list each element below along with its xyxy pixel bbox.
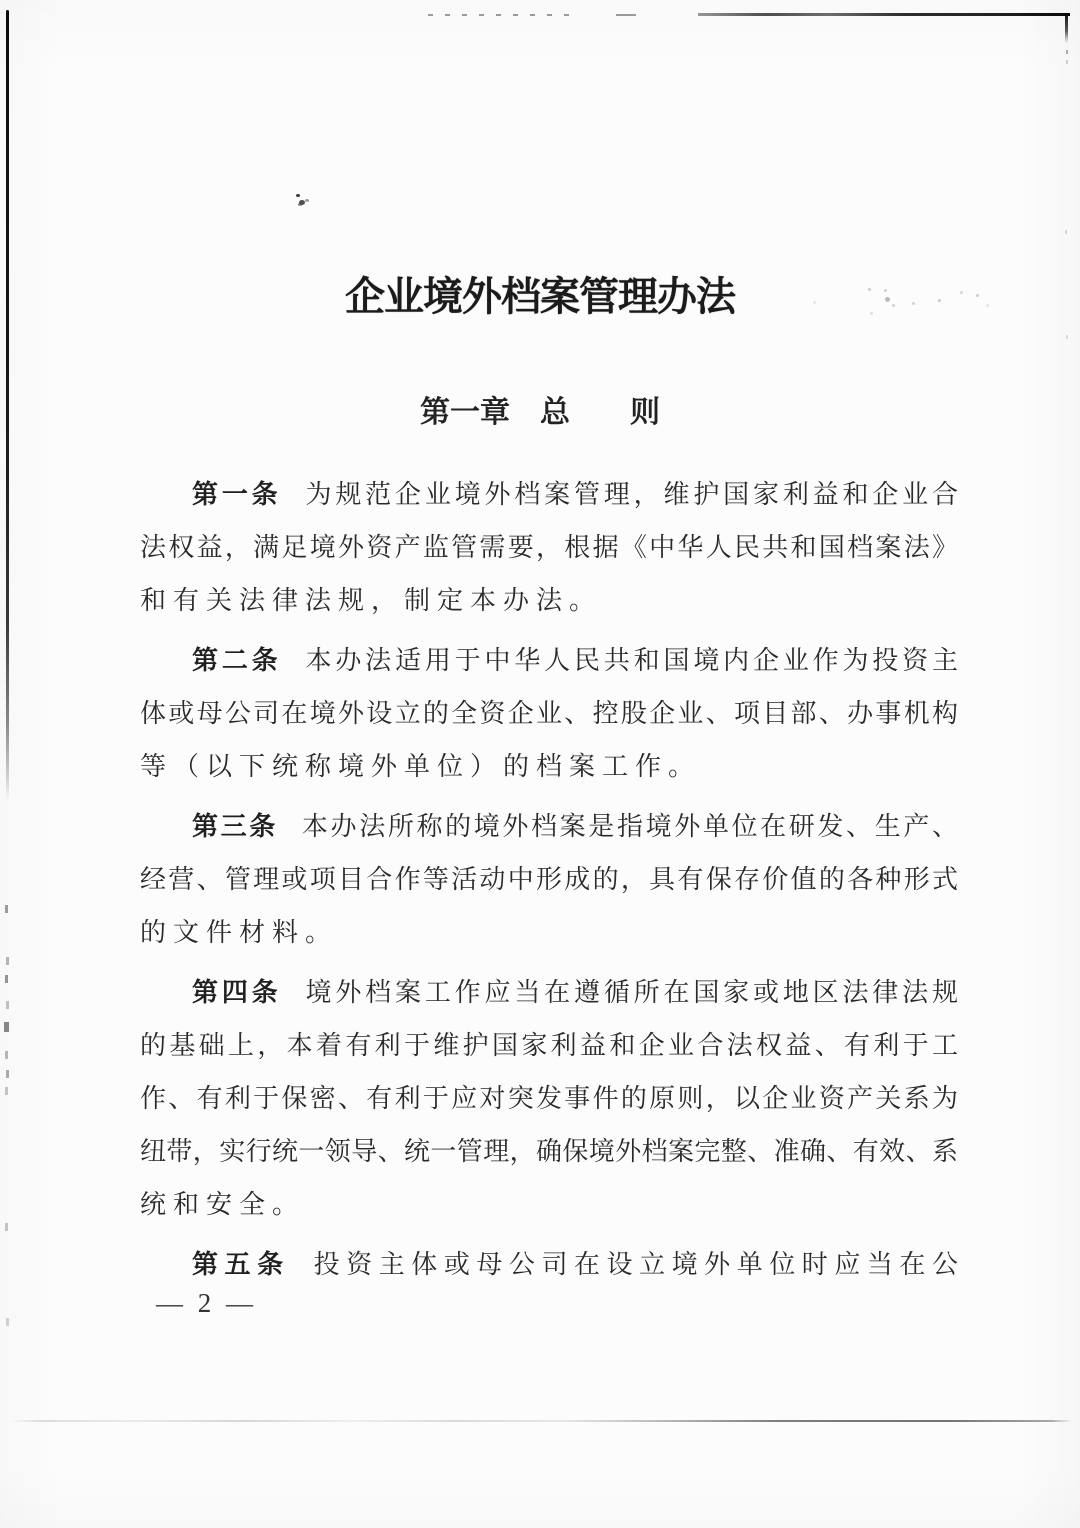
article-text: 为规范企业境外档案管理，维护国家利益和企业合 <box>305 480 958 509</box>
article-line: 纽带，实行统一领导、统一管理，确保境外档案完整、准确、有效、系 <box>140 1137 958 1166</box>
scan-artifact-top-edge-line <box>698 13 1070 16</box>
article-text: 境外档案工作应当在遵循所在国家或地区法律法规 <box>305 978 958 1007</box>
article-line: 的文件材料。 <box>140 918 339 947</box>
article-line <box>140 966 958 1019</box>
article-line <box>140 1238 958 1291</box>
article-number-label: 第五条 <box>192 1250 290 1279</box>
document-body <box>140 468 958 1298</box>
article-number-label: 第一条 <box>192 480 282 509</box>
article-line: 统和安全。 <box>140 1190 306 1219</box>
scan-artifact-corner-tick <box>1065 13 1068 43</box>
article-text: 本办法所称的境外档案是指境外单位在研发、生产、 <box>301 812 958 841</box>
scan-artifact-top-edge-dash <box>616 14 636 16</box>
article-line: 和有关法律法规，制定本办法。 <box>140 586 603 615</box>
article-number-label: 第三条 <box>192 812 278 841</box>
article-paragraph <box>140 966 958 1231</box>
article-text: 投资主体或母公司在设立境外单位时应当在公 <box>313 1250 958 1279</box>
scan-artifact-left-edge-specks <box>5 905 8 913</box>
article-line: 的基础上，本着有利于维护国家利益和企业合法权益、有利于工 <box>140 1031 958 1060</box>
article-line: 经营、管理或项目合作等活动中形成的，具有保存价值的各种形式 <box>140 865 958 894</box>
article-text: 本办法适用于中华人民共和国境内企业作为投资主 <box>305 646 958 675</box>
scan-artifact-bottom-line <box>10 1420 1072 1422</box>
article-number-label: 第四条 <box>192 978 282 1007</box>
scan-artifact-top-edge-dashes <box>428 14 578 16</box>
article-line: 法权益，满足境外资产监管需要，根据《中华人民共和国档案法》 <box>140 533 958 562</box>
chapter-heading: 第一章 总 则 <box>420 396 660 429</box>
article-number-label: 第二条 <box>192 646 282 675</box>
article-line: 作、有利于保密、有利于应对突发事件的原则，以企业资产关系为 <box>140 1084 958 1113</box>
page-number: — 2 — <box>156 1288 257 1318</box>
article-line <box>140 800 958 853</box>
article-line <box>140 634 958 687</box>
document-title: 企业境外档案管理办法 <box>345 274 735 319</box>
article-paragraph <box>140 1238 958 1291</box>
article-paragraph <box>140 468 958 627</box>
article-paragraph <box>140 800 958 959</box>
article-line: 等（以下统称境外单位）的档案工作。 <box>140 752 702 781</box>
article-line <box>140 468 958 521</box>
scan-artifact-right-edge-dots <box>1066 50 1068 54</box>
article-paragraph <box>140 634 958 793</box>
article-line: 体或母公司在境外设立的全资企业、控股企业、项目部、办事机构 <box>140 699 958 728</box>
scan-artifact-ink-speck <box>296 194 300 197</box>
